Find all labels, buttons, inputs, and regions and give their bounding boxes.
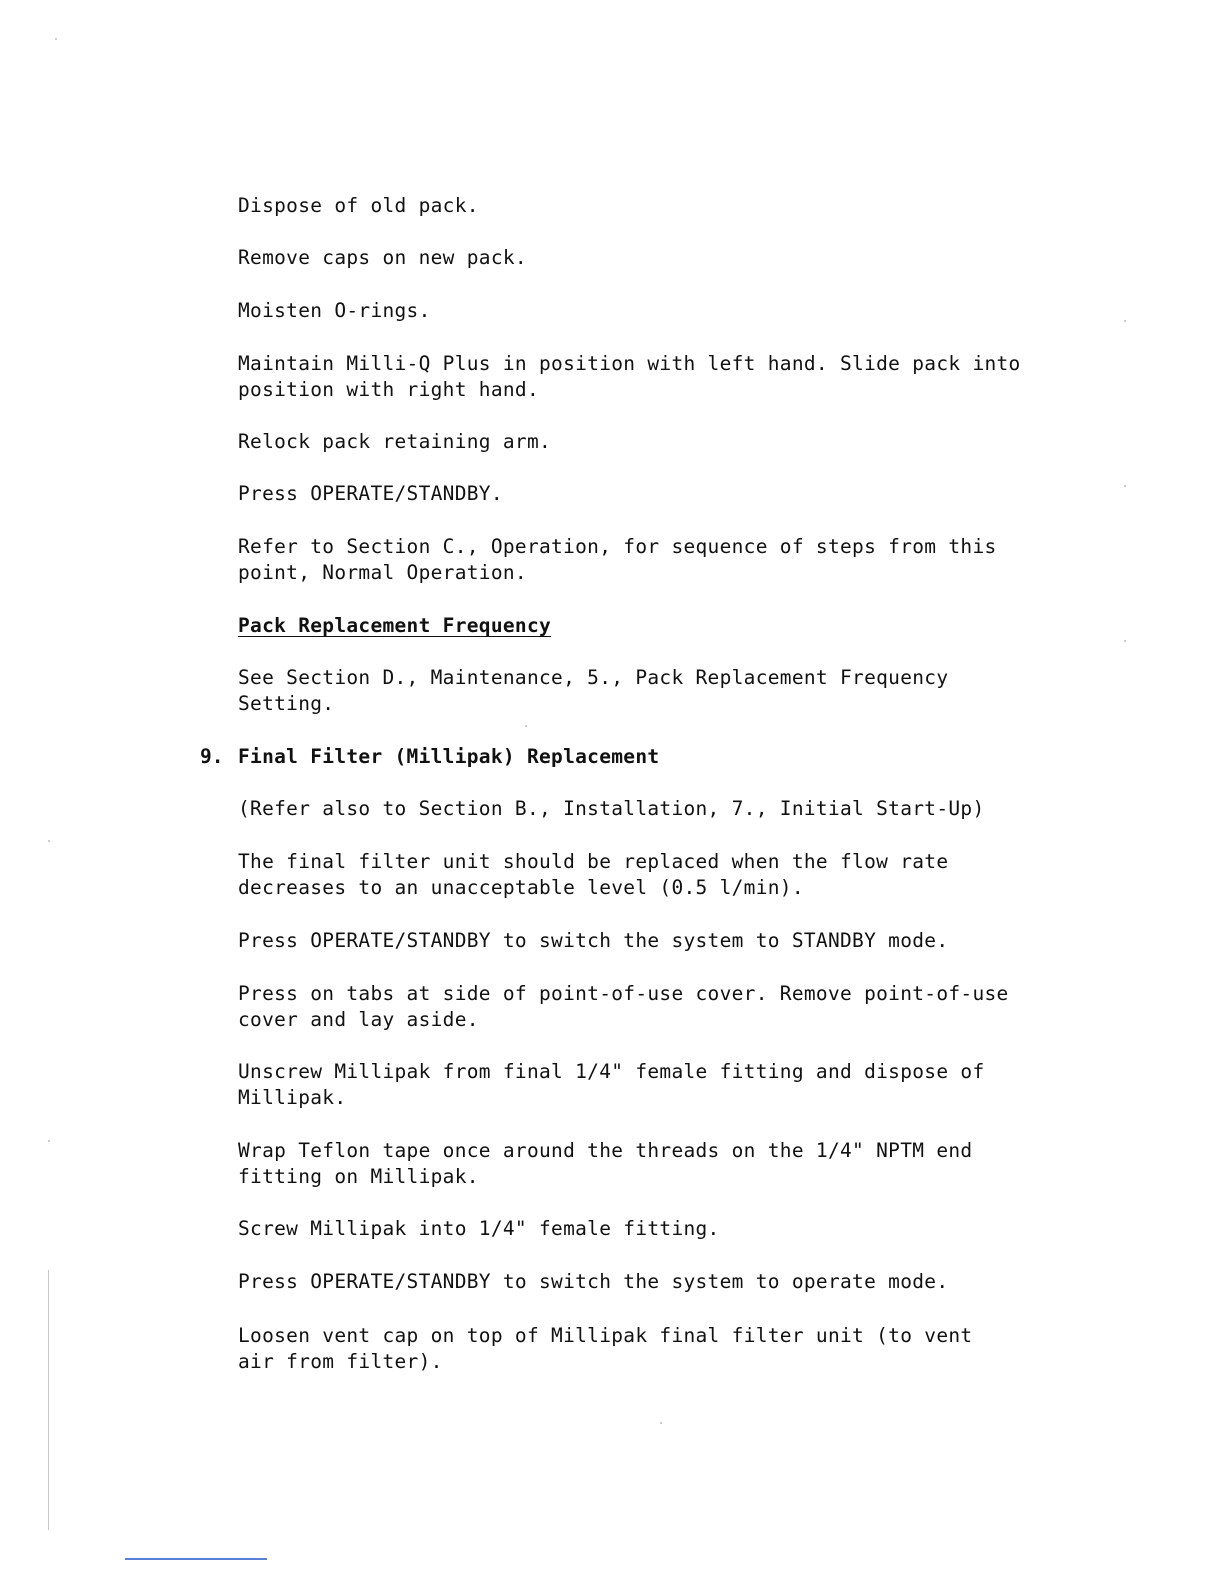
- step-refer-section-c-line1: Refer to Section C., Operation, for sequence of steps from this: [238, 535, 997, 558]
- step-unscrew-line1: Unscrew Millipak from final 1/4" female fitting and dispose of: [238, 1060, 985, 1083]
- step-press-operate-standby: Press OPERATE/STANDBY.: [238, 482, 503, 505]
- scan-speck: [48, 1140, 50, 1142]
- subheading-pack-replacement-frequency: Pack Replacement Frequency: [238, 614, 552, 637]
- scan-speck: [1124, 640, 1126, 642]
- step-maintain-position-line2: position with right hand.: [238, 378, 539, 401]
- scan-speck: [48, 840, 50, 842]
- step-press-tabs-line1: Press on tabs at side of point-of-use cover. Remove point-of-use: [238, 982, 1009, 1005]
- step-maintain-position-line1: Maintain Milli-Q Plus in position with left hand. Slide pack into: [238, 352, 1021, 375]
- section-title: Final Filter (Millipak) Replacement: [238, 745, 660, 768]
- step-loosen-vent-line2: air from filter).: [238, 1350, 443, 1373]
- scan-speck: [525, 725, 527, 727]
- scan-speck: [1124, 485, 1126, 487]
- scan-speck: [660, 1422, 662, 1424]
- step-wrap-teflon-line2: fitting on Millipak.: [238, 1165, 479, 1188]
- replace-when-line1: The final filter unit should be replaced when the flow rate: [238, 850, 949, 873]
- step-moisten-orings: Moisten O-rings.: [238, 299, 431, 322]
- step-switch-operate: Press OPERATE/STANDBY to switch the system to operate mode.: [238, 1270, 949, 1293]
- step-dispose-old-pack: Dispose of old pack.: [238, 194, 479, 217]
- left-margin-scan-line: [48, 1270, 49, 1530]
- step-screw-millipak: Screw Millipak into 1/4" female fitting.: [238, 1217, 720, 1240]
- see-section-d-line1: See Section D., Maintenance, 5., Pack Replacement Frequency: [238, 666, 949, 689]
- step-remove-caps: Remove caps on new pack.: [238, 246, 527, 269]
- scan-speck: [55, 38, 57, 40]
- section-number: 9.: [200, 745, 224, 768]
- bottom-link-underline: [125, 1558, 267, 1560]
- step-relock-arm: Relock pack retaining arm.: [238, 430, 552, 453]
- see-section-d-line2: Setting.: [238, 692, 335, 715]
- step-switch-standby: Press OPERATE/STANDBY to switch the system to STANDBY mode.: [238, 929, 949, 952]
- step-wrap-teflon-line1: Wrap Teflon tape once around the threads on the 1/4" NPTM end: [238, 1139, 973, 1162]
- refer-installation: (Refer also to Section B., Installation, 7., Initial Start-Up): [238, 797, 985, 820]
- step-loosen-vent-line1: Loosen vent cap on top of Millipak final filter unit (to vent: [238, 1324, 973, 1347]
- scan-speck: [1124, 320, 1126, 322]
- step-press-tabs-line2: cover and lay aside.: [238, 1008, 479, 1031]
- step-unscrew-line2: Millipak.: [238, 1086, 347, 1109]
- replace-when-line2: decreases to an unacceptable level (0.5 l/min).: [238, 876, 804, 899]
- step-refer-section-c-line2: point, Normal Operation.: [238, 561, 527, 584]
